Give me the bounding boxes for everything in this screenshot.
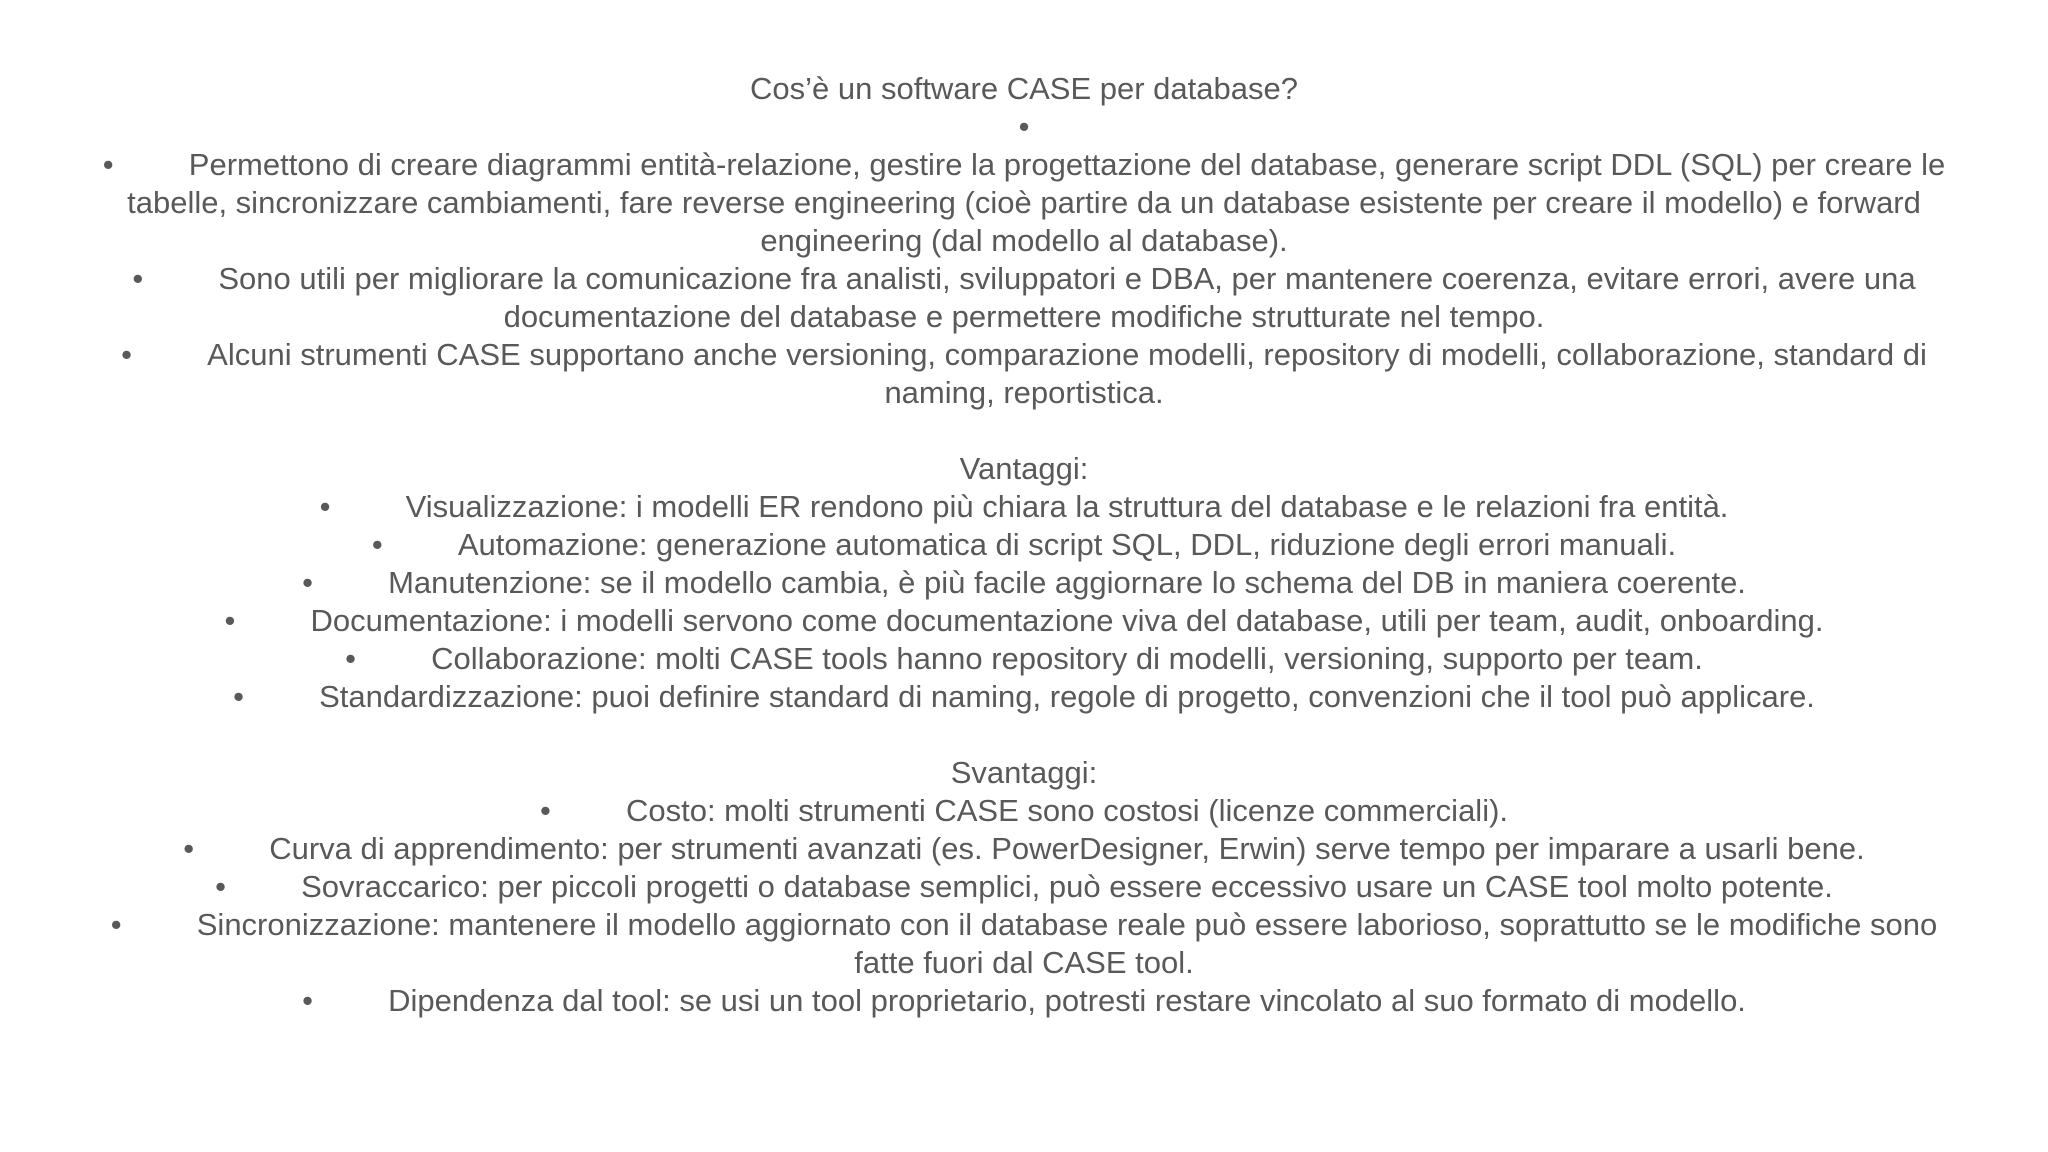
list-item-text: Alcuni strumenti CASE supportano anche versioning, comparazione modelli, repository di modelli, collaborazione, standard di naming, reportistica. bbox=[207, 337, 1936, 410]
spacer bbox=[100, 412, 1948, 450]
list-item-text: Documentazione: i modelli servono come documentazione viva del database, utili per team, audit, onboarding. bbox=[310, 603, 1824, 638]
bullet-icon: • bbox=[132, 261, 144, 296]
list-item-text: Standardizzazione: puoi definire standard di naming, regole di progetto, convenzioni che il tool può applicare. bbox=[319, 679, 1815, 714]
intro-list bbox=[100, 146, 1954, 412]
list-item-text: Sincronizzazione: mantenere il modello aggiornato con il database reale può essere laborioso, soprattutto se le modifiche sono fatte fuori dal CASE tool. bbox=[196, 907, 1946, 980]
list-item bbox=[100, 336, 1948, 412]
list-item-text: Collaborazione: molti CASE tools hanno repository di modelli, versioning, supporto per team. bbox=[431, 641, 1703, 676]
bullet-icon: • bbox=[183, 831, 195, 866]
slide-body bbox=[100, 70, 1954, 1020]
list-item bbox=[100, 146, 1954, 260]
list-item bbox=[100, 602, 1948, 640]
bullet-icon: • bbox=[224, 603, 236, 638]
list-item bbox=[100, 564, 1948, 602]
bullet-icon: • bbox=[371, 527, 383, 562]
list-item bbox=[100, 792, 1948, 830]
list-item-text: Dipendenza dal tool: se usi un tool proprietario, potresti restare vincolato al suo formato di modello. bbox=[388, 983, 1746, 1018]
bullet-icon: • bbox=[319, 489, 331, 524]
list-item bbox=[100, 906, 1948, 982]
list-item bbox=[100, 260, 1948, 336]
list-item-text: Automazione: generazione automatica di script SQL, DDL, riduzione degli errori manuali. bbox=[457, 527, 1677, 562]
list-item bbox=[100, 830, 1948, 868]
bullet-icon: • bbox=[539, 793, 551, 828]
list-item-text: Costo: molti strumenti CASE sono costosi (licenze commerciali). bbox=[625, 793, 1509, 828]
bullet-icon: • bbox=[345, 641, 357, 676]
bullet-icon: • bbox=[121, 337, 133, 372]
empty-bullet: • bbox=[1018, 109, 1030, 144]
slide-title: Cos’è un software CASE per database? bbox=[750, 71, 1298, 106]
advantages-list bbox=[100, 488, 1948, 716]
list-item bbox=[100, 526, 1948, 564]
bullet-icon: • bbox=[215, 869, 226, 904]
list-item-text: Manutenzione: se il modello cambia, è più facile aggiornare lo schema del DB in maniera coerente. bbox=[388, 565, 1746, 600]
disadvantages-list bbox=[100, 792, 1948, 1020]
bullet-icon: • bbox=[110, 907, 122, 942]
list-item-text: Permettono di creare diagrammi entità-relazione, gestire la progettazione del database, generare script DDL (SQL) per creare le tabelle, sincronizzare cambiamenti, fare reverse engineering (cioè partire da un database esistente per creare il modello) e forward engineering (dal modello al database). bbox=[127, 147, 1954, 258]
list-item bbox=[100, 868, 1948, 906]
bullet-icon: • bbox=[302, 983, 313, 1018]
bullet-icon: • bbox=[233, 679, 244, 714]
list-item bbox=[100, 982, 1948, 1020]
list-item-text: Sono utili per migliorare la comunicazione fra analisti, sviluppatori e DBA, per mantenere coerenza, evitare errori, avere una documentazione del database e permettere modifiche strutturate nel tempo. bbox=[218, 261, 1925, 334]
bullet-icon: • bbox=[302, 565, 313, 600]
list-item-text: Sovraccarico: per piccoli progetti o database semplici, può essere eccessivo usare un CASE tool molto potente. bbox=[301, 869, 1833, 904]
spacer bbox=[100, 716, 1948, 754]
list-item-text: Curva di apprendimento: per strumenti avanzati (es. PowerDesigner, Erwin) serve tempo per imparare a usarli bene. bbox=[269, 831, 1865, 866]
bullet-icon: • bbox=[102, 147, 114, 182]
list-item bbox=[100, 488, 1948, 526]
disadvantages-heading: Svantaggi: bbox=[950, 755, 1098, 790]
list-item-text: Visualizzazione: i modelli ER rendono più chiara la struttura del database e le relazioni fra entità. bbox=[405, 489, 1729, 524]
list-item bbox=[100, 678, 1948, 716]
advantages-heading: Vantaggi: bbox=[959, 451, 1089, 486]
list-item bbox=[100, 640, 1948, 678]
